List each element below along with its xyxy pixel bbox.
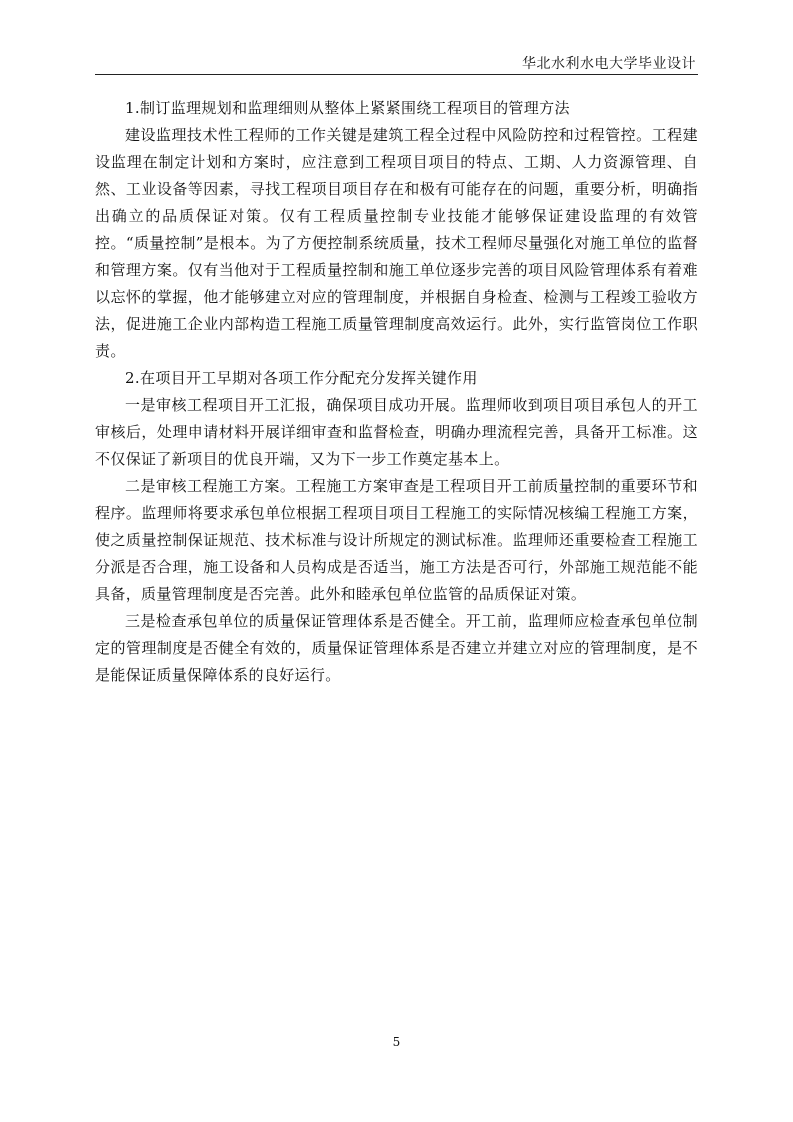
page-number: 5 bbox=[392, 1035, 401, 1049]
section-heading-2: 2.在项目开工早期对各项工作分配充分发挥关键作用 bbox=[125, 369, 478, 387]
section-heading-1: 1.制订监理规划和监理细则从整体上紧紧围绕工程项目的管理方法 bbox=[125, 99, 570, 117]
document-body bbox=[95, 95, 698, 689]
paragraph-3: 二是审核工程施工方案。工程施工方案审查是工程项目开工前质量控制的重要环节和程序。监理师将要求承包单位根据工程项目项目工程施工的实际情况核编工程施工方案，使之质量控制保证规范、技术标准与设计所规定的测试标准。监理师还重要检查工程施工分派是否合理，施工设备和人员构成是否适当，施工方法是否可行，外部施工规范能不能具备，质量管理制度是否完善。此外和睦承包单位监管的品质保证对策。 bbox=[95, 477, 698, 603]
page-header bbox=[95, 52, 698, 75]
paragraph-1: 建设监理技术性工程师的工作关键是建筑工程全过程中风险防控和过程管控。工程建设监理在制定计划和方案时，应注意到工程项目项目的特点、工期、人力资源管理、自然、工业设备等因素，寻找工程项目项目存在和极有可能存在的问题，重要分析，明确指出确立的品质保证对策。仅有工程质量控制专业技能才能够保证建设监理的有效管控。“质量控制”是根本。为了方便控制系统质量，技术工程师尽量强化对施工单位的监督和管理方案。仅有当他对于工程质量控制和施工单位逐步完善的项目风险管理体系有着难以忘怀的掌握，他才能够建立对应的管理制度，并根据自身检查、检测与工程竣工验收方法，促进施工企业内部构造工程施工质量管理制度高效运行。此外，实行监管岗位工作职责。 bbox=[95, 126, 698, 360]
paragraph-2: 一是审核工程项目开工汇报，确保项目成功开展。监理师收到项目项目承包人的开工审核后，处理申请材料开展详细审查和监督检查，明确办理流程完善，具备开工标准。这不仅保证了新项目的优良开端，又为下一步工作奠定基本上。 bbox=[95, 396, 698, 468]
paragraph-4: 三是检查承包单位的质量保证管理体系是否健全。开工前，监理师应检查承包单位制定的管理制度是否健全有效的，质量保证管理体系是否建立并建立对应的管理制度，是不是能保证质量保障体系的良好运行。 bbox=[95, 612, 698, 684]
header-title: 华北水利水电大学毕业设计 bbox=[522, 56, 696, 72]
